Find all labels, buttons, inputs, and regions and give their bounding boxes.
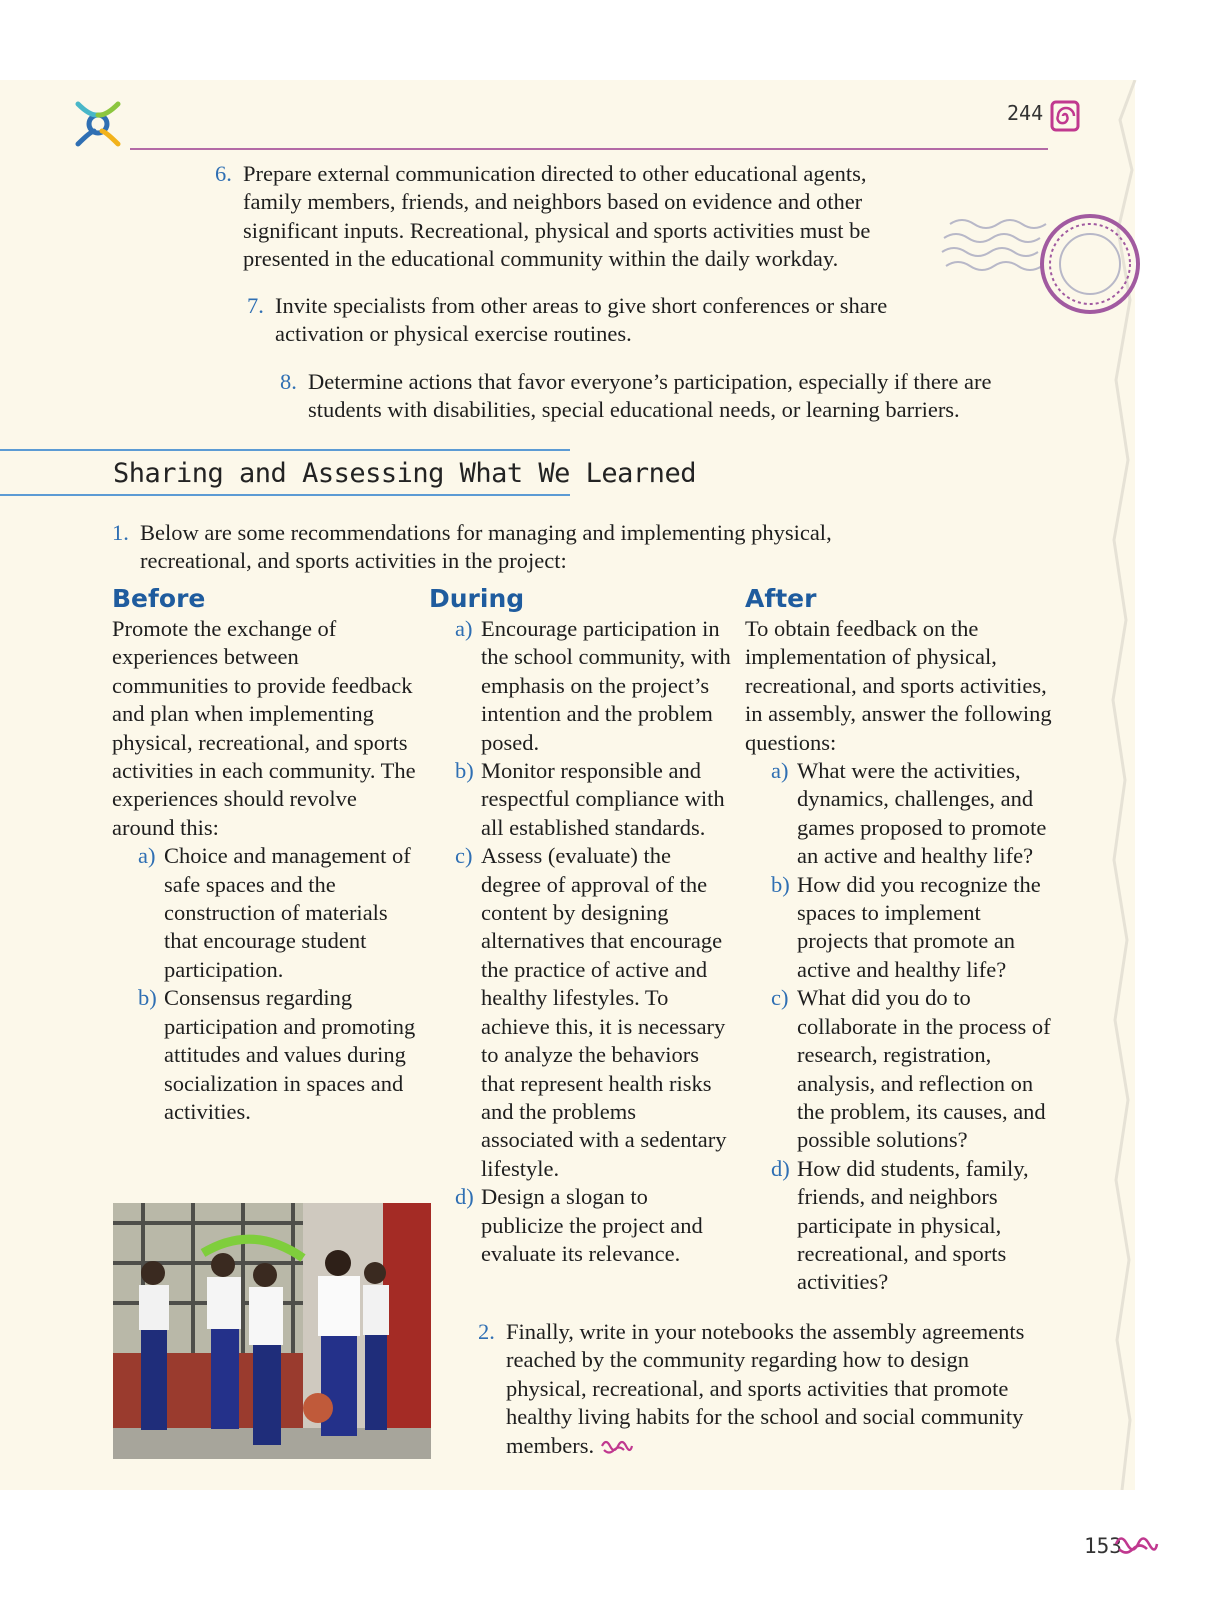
item-marker: a) bbox=[138, 843, 156, 869]
before-intro: Promote the exchange of experiences between communities to provide feedback and plan when implementing physical, recreational, and sports activities in each community. The experiences should revolve around this: bbox=[112, 616, 416, 840]
ornament-glyph-icon bbox=[600, 1436, 634, 1456]
spiral-glyph-icon bbox=[1050, 100, 1080, 132]
item-text: Consensus regarding participation and promoting attitudes and values during socialization in spaces and activities. bbox=[164, 985, 416, 1124]
during-column bbox=[455, 615, 733, 1268]
item-marker: b) bbox=[455, 758, 474, 784]
section-rule-top bbox=[0, 449, 570, 451]
students-photo bbox=[113, 1203, 431, 1459]
page-number-bottom: 153 bbox=[1084, 1534, 1122, 1558]
item-text: How did students, family, friends, and neighbors participate in physical, recreational, and sports activities? bbox=[797, 1155, 1029, 1295]
item-text: Below are some recommendations for managing and implementing physical, recreational, and sports activities in the project: bbox=[140, 520, 832, 574]
intro-item-8 bbox=[280, 368, 1008, 425]
item-number: 8. bbox=[280, 369, 297, 394]
header-rule bbox=[130, 148, 1048, 150]
item-text: Choice and management of safe spaces and the construction of materials that encourage student participation. bbox=[164, 843, 411, 982]
item-number: 1. bbox=[112, 520, 129, 545]
after-item-c bbox=[771, 984, 1055, 1154]
after-item-b bbox=[771, 871, 1055, 985]
item-marker: a) bbox=[771, 758, 789, 784]
section-rule-bottom bbox=[0, 494, 570, 496]
item-text: Prepare external communication directed to other educational agents, family members, friends, and neighbors based on evidence and other significant inputs. Recreational, physical and sports activities must be presented in the educational community within the daily workday. bbox=[243, 161, 871, 272]
before-item-a bbox=[138, 842, 418, 984]
item-marker: c) bbox=[771, 985, 789, 1011]
item-marker: d) bbox=[455, 1184, 474, 1210]
after-column bbox=[745, 615, 1055, 1297]
item-number: 2. bbox=[478, 1319, 495, 1344]
item-marker: d) bbox=[771, 1155, 790, 1181]
postmark-stamp-icon bbox=[940, 210, 1145, 320]
item-text: What were the activities, dynamics, challenges, and games proposed to promote an active and healthy life? bbox=[797, 758, 1047, 869]
question-2 bbox=[478, 1318, 1046, 1460]
after-item-a bbox=[771, 757, 1055, 871]
question-1 bbox=[112, 519, 860, 576]
item-number: 6. bbox=[215, 161, 232, 186]
page-number-top: 244 bbox=[1007, 101, 1044, 125]
ornament-glyph-icon bbox=[1113, 1530, 1159, 1558]
item-marker: a) bbox=[455, 616, 473, 641]
item-marker: c) bbox=[455, 843, 473, 869]
before-heading: Before bbox=[112, 584, 206, 613]
during-item-d bbox=[455, 1183, 733, 1268]
item-text: What did you do to collaborate in the process of research, registration, analysis, and reflection on the problem, its causes, and possible solutions? bbox=[797, 985, 1051, 1153]
during-item-c bbox=[455, 842, 733, 1183]
item-text: How did you recognize the spaces to implement projects that promote an active and healthy life? bbox=[797, 871, 1041, 982]
after-item-d bbox=[771, 1155, 1055, 1297]
item-text: Invite specialists from other areas to give short conferences or share activation or physical exercise routines. bbox=[275, 293, 888, 347]
section-title: Sharing and Assessing What We Learned bbox=[113, 458, 696, 489]
during-item-a bbox=[455, 615, 733, 757]
after-intro: To obtain feedback on the implementation of physical, recreational, and sports activities, in assembly, answer the following questions: bbox=[745, 616, 1052, 755]
intro-item-7 bbox=[247, 292, 915, 349]
during-item-b bbox=[455, 757, 733, 842]
item-text: Assess (evaluate) the degree of approval of the content by designing alternatives that encourage the practice of active and healthy lifestyles. To achieve this, it is necessary to analyze the behaviors that represent health risks and the problems associated with a sedentary lifestyle. bbox=[481, 843, 727, 1181]
community-logo-icon bbox=[72, 98, 124, 150]
item-number: 7. bbox=[247, 293, 264, 318]
item-text: Design a slogan to publicize the project and evaluate its relevance. bbox=[481, 1184, 703, 1266]
item-text: Finally, write in your notebooks the assembly agreements reached by the community regarding how to design physical, recreational, and sports activities that promote healthy living habits for the school and social community members. bbox=[506, 1319, 1025, 1458]
after-heading: After bbox=[745, 584, 817, 613]
item-marker: b) bbox=[771, 871, 790, 897]
item-marker: b) bbox=[138, 985, 157, 1011]
item-text: Monitor responsible and respectful compliance with all established standards. bbox=[481, 758, 725, 840]
before-column bbox=[112, 615, 418, 1126]
item-text: Determine actions that favor everyone’s participation, especially if there are students with disabilities, special educational needs, or learning barriers. bbox=[308, 369, 992, 423]
item-text: Encourage participation in the school community, with emphasis on the project’s intention and the problem posed. bbox=[481, 616, 731, 755]
intro-item-6 bbox=[215, 160, 903, 274]
before-item-b bbox=[138, 984, 418, 1126]
during-heading: During bbox=[429, 584, 525, 613]
